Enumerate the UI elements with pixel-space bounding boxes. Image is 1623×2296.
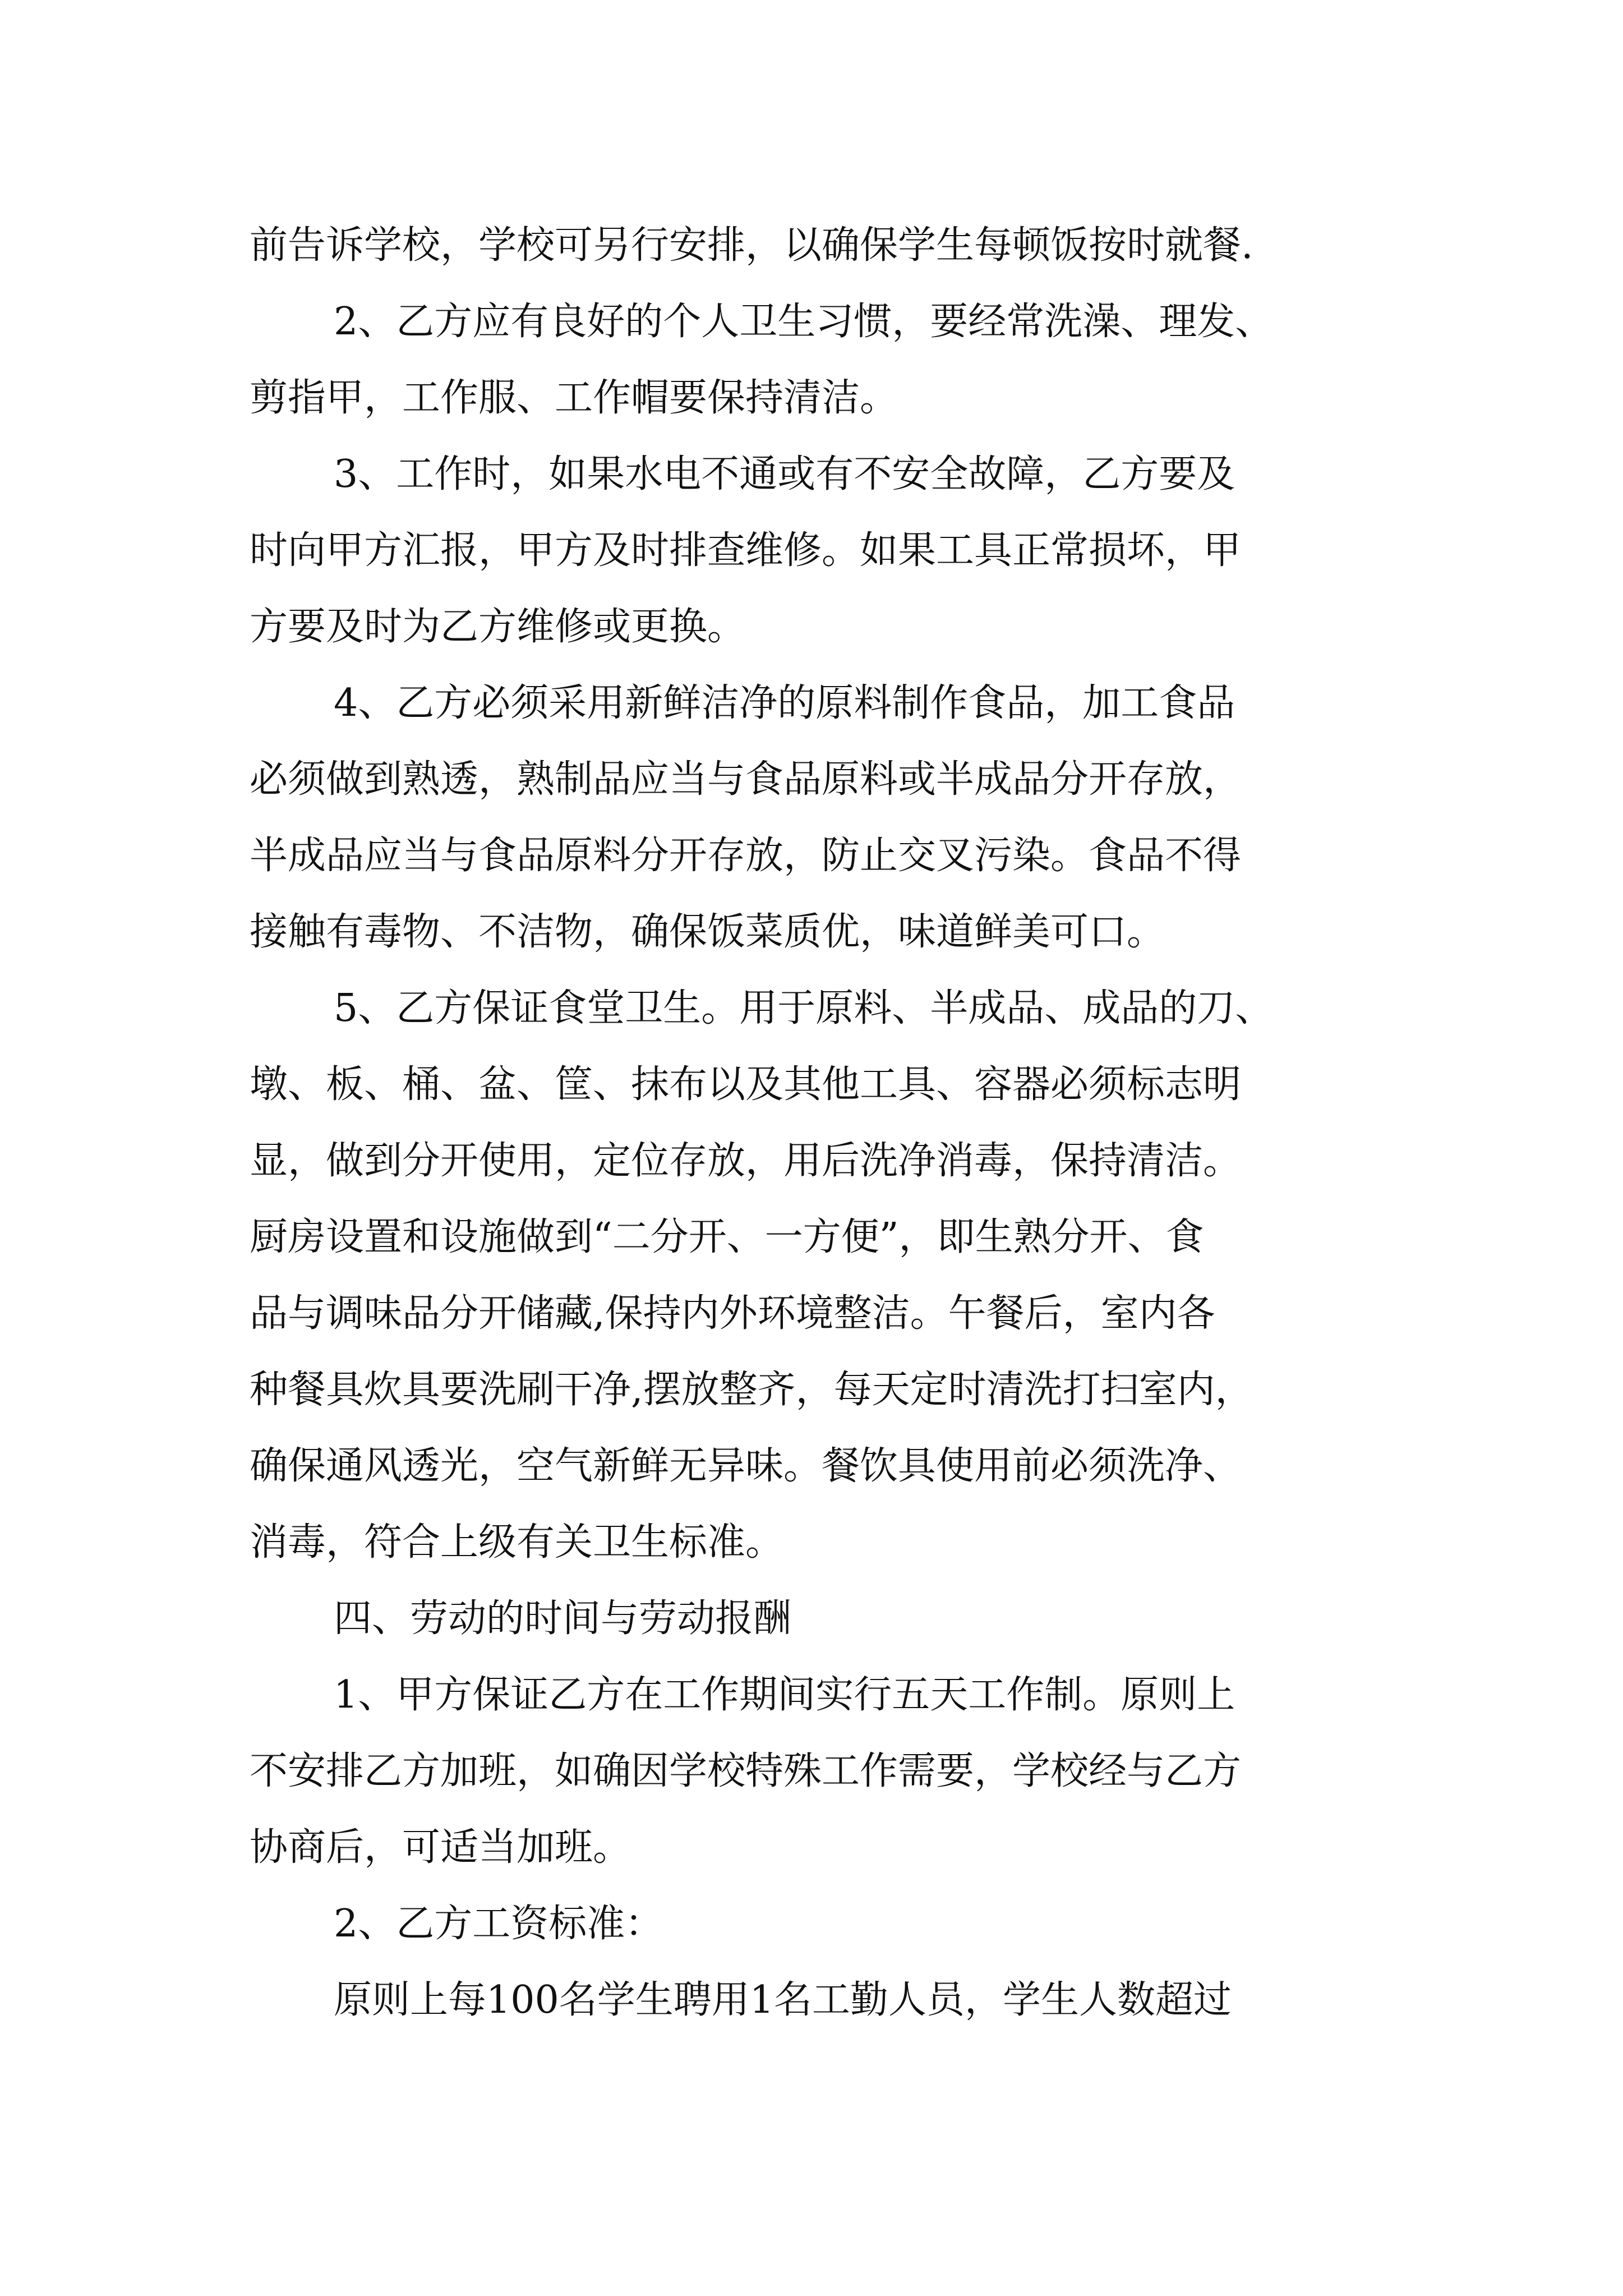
text-line: 消毒，符合上级有关卫生标准。 <box>250 1520 784 1565</box>
text-line: 2、乙方应有良好的个人卫生习惯，要经常洗澡、理发、 <box>334 300 1274 344</box>
text-line: 必须做到熟透，熟制品应当与食品原料或半成品分开存放， <box>250 757 1242 802</box>
text-line: 方要及时为乙方维修或更换。 <box>250 605 746 649</box>
text-line: 时向甲方汇报，甲方及时排查维修。如果工具正常损坏，甲 <box>250 528 1242 573</box>
text-line: 半成品应当与食品原料分开存放，防止交叉污染。食品不得 <box>250 834 1242 878</box>
text-line: 厨房设置和设施做到“二分开、一方便”，即生熟分开、食 <box>250 1215 1204 1259</box>
text-line: 种餐具炊具要洗刷干净,摆放整齐，每天定时清洗打扫室内， <box>250 1368 1253 1412</box>
text-line: 4、乙方必须采用新鲜洁净的原料制作食品，加工食品 <box>334 681 1235 725</box>
text-line: 前告诉学校，学校可另行安排，以确保学生每顿饭按时就餐. <box>250 223 1253 268</box>
text-line: 3、工作时，如果水电不通或有不安全故障，乙方要及 <box>334 452 1235 496</box>
text-line: 5、乙方保证食堂卫生。用于原料、半成品、成品的刀、 <box>334 986 1274 1030</box>
text-line: 确保通风透光，空气新鲜无异味。餐饮具使用前必须洗净、 <box>250 1444 1242 1488</box>
section-heading: 四、劳动的时间与劳动报酬 <box>334 1596 792 1641</box>
text-line: 品与调味品分开储藏,保持内外环境整洁。午餐后，室内各 <box>250 1291 1215 1336</box>
text-line: 显，做到分开使用，定位存放，用后洗净消毒，保持清洁。 <box>250 1139 1242 1183</box>
text-line: 2、乙方工资标准： <box>334 1902 663 1946</box>
text-line: 1、甲方保证乙方在工作期间实行五天工作制。原则上 <box>334 1673 1235 1717</box>
text-line: 原则上每100名学生聘用1名工勤人员，学生人数超过 <box>334 1978 1232 2022</box>
text-line: 接触有毒物、不洁物，确保饭菜质优，味道鲜美可口。 <box>250 910 1165 954</box>
text-line: 不安排乙方加班，如确因学校特殊工作需要，学校经与乙方 <box>250 1749 1242 1793</box>
text-line: 剪指甲，工作服、工作帽要保持清洁。 <box>250 376 898 420</box>
document-body <box>250 208 1405 2039</box>
text-line: 协商后，可适当加班。 <box>250 1825 631 1870</box>
text-line: 墩、板、桶、盆、筐、抹布以及其他工具、容器必须标志明 <box>250 1062 1242 1107</box>
